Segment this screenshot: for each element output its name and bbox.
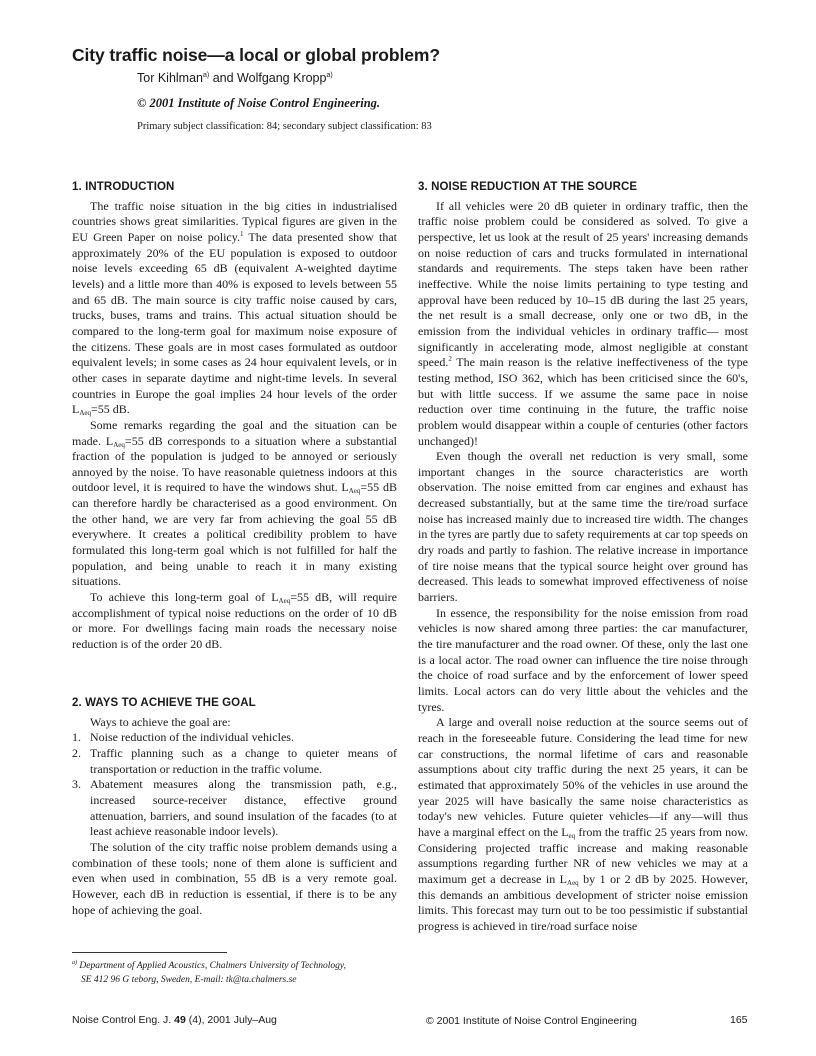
list-number: 2. xyxy=(72,745,81,760)
subscript: Aeq xyxy=(348,487,361,496)
subject-classification: Primary subject classification: 84; secondary subject classification: 83 xyxy=(137,121,432,132)
affiliation-mark-2: a) xyxy=(326,72,333,79)
affiliation-mark-1: a) xyxy=(203,72,210,79)
text-run: =55 dB, will require accomplishment of typical noise reductions on the order of 10 dB or more. For dwellings facing main roads the necessary noise reduction is of the order 20 dB. xyxy=(72,590,397,652)
text-run: The main reason is the relative ineffectiveness of the type testing method, ISO 362, which has been criticised since the 60's, but with little success. If we assume the same pace in noise reduction over time continuing in the future, the traffic noise problem would disappear within a couple of centuries (other factors unchanged)! xyxy=(418,355,748,448)
section-3-paragraph-4 xyxy=(418,715,748,934)
authors xyxy=(137,71,333,85)
volume-number: 49 xyxy=(174,1014,186,1026)
list-item xyxy=(72,746,397,777)
text-run: =55 dB. xyxy=(91,402,130,417)
text-run: Noise Control Eng. J. xyxy=(72,1014,175,1026)
text-run: To achieve this long-term goal of L xyxy=(90,590,279,605)
section-1-heading: 1. INTRODUCTION xyxy=(72,181,175,193)
section-2 xyxy=(72,696,397,918)
ways-list xyxy=(72,730,397,840)
text-run: by 1 or 2 dB by 2025. However, this demands an ambitious development of stricter noise emission limits. This forecast may turn out to be too pessimistic if substantial progress is achieved in tire/road surface noise xyxy=(418,871,749,933)
text-run: =55 dB corresponds to a situation where a substantial fraction of the population is judged to be annoyed or seriously annoyed by the noise. To have reasonable quietness indoors at this outdoor level, it is required to have the windows shut. L xyxy=(72,433,397,495)
footnote-mark: a) xyxy=(72,960,77,966)
copyright-line: © 2001 Institute of Noise Control Engineering. xyxy=(137,96,381,110)
list-item xyxy=(72,730,397,746)
section-3-paragraph-2: Even though the overall net reduction is very small, some important changes in the source characteristics are worth observation. The noise emitted from car engines and exhaust has decreased substantially, but at the same time the tire/road surface noise has increased mainly due to increased tire width. The changes in the tyres are partly due to safety requirements at car top speeds on dry roads and partly to fashion. The relative increase in importance of tire noise means that the typical source height over ground has decreased. This leads to somewhat improved effectiveness of noise barriers. xyxy=(418,449,748,605)
section-1-paragraph-1 xyxy=(72,199,397,418)
journal-citation xyxy=(72,1014,277,1026)
section-3-paragraph-3: In essence, the responsibility for the noise emission from road vehicles is now shared among three parties: the car manufacturer, the tire manufacturer and the road owner. Of these, only the last one is a local actor. The road owner can influence the tire noise through the choice of road surface and by the enforcement of lower speed limits. Local actors can do very little about the vehicles and the tyres. xyxy=(418,605,748,714)
list-text: Traffic planning such as a change to quieter means of transportation or reduction in the traffic volume. xyxy=(90,745,397,776)
list-text: Abatement measures along the transmission path, e.g., increased source-receiver distance, effective ground attenuation, barriers, and sound insulation of the facades (to at least achieve reasonable indoor levels). xyxy=(90,777,397,839)
reference-2: 2 xyxy=(448,355,452,364)
author-conjunction: and xyxy=(209,71,238,85)
subscript: Aeq xyxy=(278,597,291,606)
reference-1: 1 xyxy=(239,229,244,238)
section-1-paragraph-3 xyxy=(72,590,397,653)
text-run: If all vehicles were 20 dB quieter in ordinary traffic, then the traffic noise problem could be considered as solved. To give a perspective, let us look at the result of 25 years' increasing demands on noise reduction of cars and trucks formulated in international standards and requirements. The steps taken have been rather ineffective. While the noise limits pertaining to type testing and approval have been reduced by 10–15 dB during the last 25 years, the net result is a small decrease, only one or two dB, in the emission from the individual vehicles in ordinary traffic— most significantly in accelerating mode, almost negligible at constant speed. xyxy=(418,198,748,370)
text-run: =55 dB can therefore hardly be characterised as a good environment. On the other hand, we are very far from achieving the goal 55 dB everywhere. It creates a political credibility problem to have formulated this long-term goal which is not fulfilled for half the population, and being unable to reach it in many existing situations. xyxy=(72,480,397,589)
subscript: Aeq xyxy=(79,409,92,418)
text-run: The data presented show that approximately 20% of the EU population is exposed to outdoor noise levels exceeding 65 dB (equivalent A-weighted daytime levels) and a little more than 40% is exposed to levels between 55 and 65 dB. The main source is city traffic noise caused by cars, trucks, buses, trams and trains. This actual situation should be compared to the long-term goal for maximum noise exposure of the citizens. These goals are in most cases formulated as outdoor equivalent levels; in some cases as 24 hour equivalent levels, or in other cases in separate daytime and night-time levels. In several countries in Europe the goal implies 24 hour levels of the order L xyxy=(72,229,397,417)
footnote xyxy=(72,960,397,987)
section-3-heading: 3. NOISE REDUCTION AT THE SOURCE xyxy=(418,181,638,193)
text-run: Some remarks regarding the goal and the situation can be made. L xyxy=(72,417,397,448)
left-column xyxy=(72,180,397,653)
subscript: Aeq xyxy=(567,878,579,887)
footer-copyright: © 2001 Institute of Noise Control Engineering xyxy=(426,1015,637,1027)
section-1-paragraph-2 xyxy=(72,418,397,590)
text-run: The traffic noise situation in the big cities in industrialised countries shows great similarities. Typical figures are given in the EU Green Paper on noise policy. xyxy=(72,198,397,244)
list-number: 3. xyxy=(72,777,81,792)
list-item xyxy=(72,777,397,840)
right-column xyxy=(418,180,748,935)
author-2: Wolfgang Kropp xyxy=(237,71,327,85)
footnote-line: Department of Applied Acoustics, Chalmers University of Technology, xyxy=(77,961,346,971)
paper-title: City traffic noise—a local or global problem? xyxy=(72,45,440,65)
section-2-intro: Ways to achieve the goal are: xyxy=(90,714,231,729)
section-2-heading: 2. WAYS TO ACHIEVE THE GOAL xyxy=(72,697,256,709)
text-run: from the traffic 25 years from now. Considering projected traffic increase and making reasonable assumptions regarding further NR of new vehicles we may at a maximum get a decrease in L xyxy=(418,824,748,886)
text-run: (4), 2001 July–Aug xyxy=(185,1014,277,1026)
footnote-line: SE 412 96 G teborg, Sweden, E-mail: tk@ta.chalmers.se xyxy=(81,974,297,985)
footnote-divider xyxy=(72,952,227,953)
author-1: Tor Kihlman xyxy=(137,71,203,85)
section-2-paragraph: The solution of the city traffic noise problem demands using a combination of these tools; none of them alone is sufficient and even when used in combination, 55 dB is a very remote goal. However, each dB in reduction is essential, if there is to be any hope of achieving the goal. xyxy=(72,839,397,917)
subscript: Aeq xyxy=(113,440,125,449)
subscript: eq xyxy=(568,831,576,840)
section-3-paragraph-1 xyxy=(418,199,748,450)
text-run: A large and overall noise reduction at the source seems out of reach in the foreseeable future. Considering the lead time for new car constructions, the normal lifetime of cars and reasonable assumptions about city traffic during the next 25 years, it can be estimated that approximately 50% of the vehicles in use around the year 2025 will have basically the same noise characteristics as today's new vehicles. Future quieter vehicles—if any—will thus have a marginal effect on the L xyxy=(418,715,748,839)
list-number: 1. xyxy=(72,730,81,745)
list-text: Noise reduction of the individual vehicles. xyxy=(90,730,294,745)
page-number: 165 xyxy=(730,1014,748,1026)
